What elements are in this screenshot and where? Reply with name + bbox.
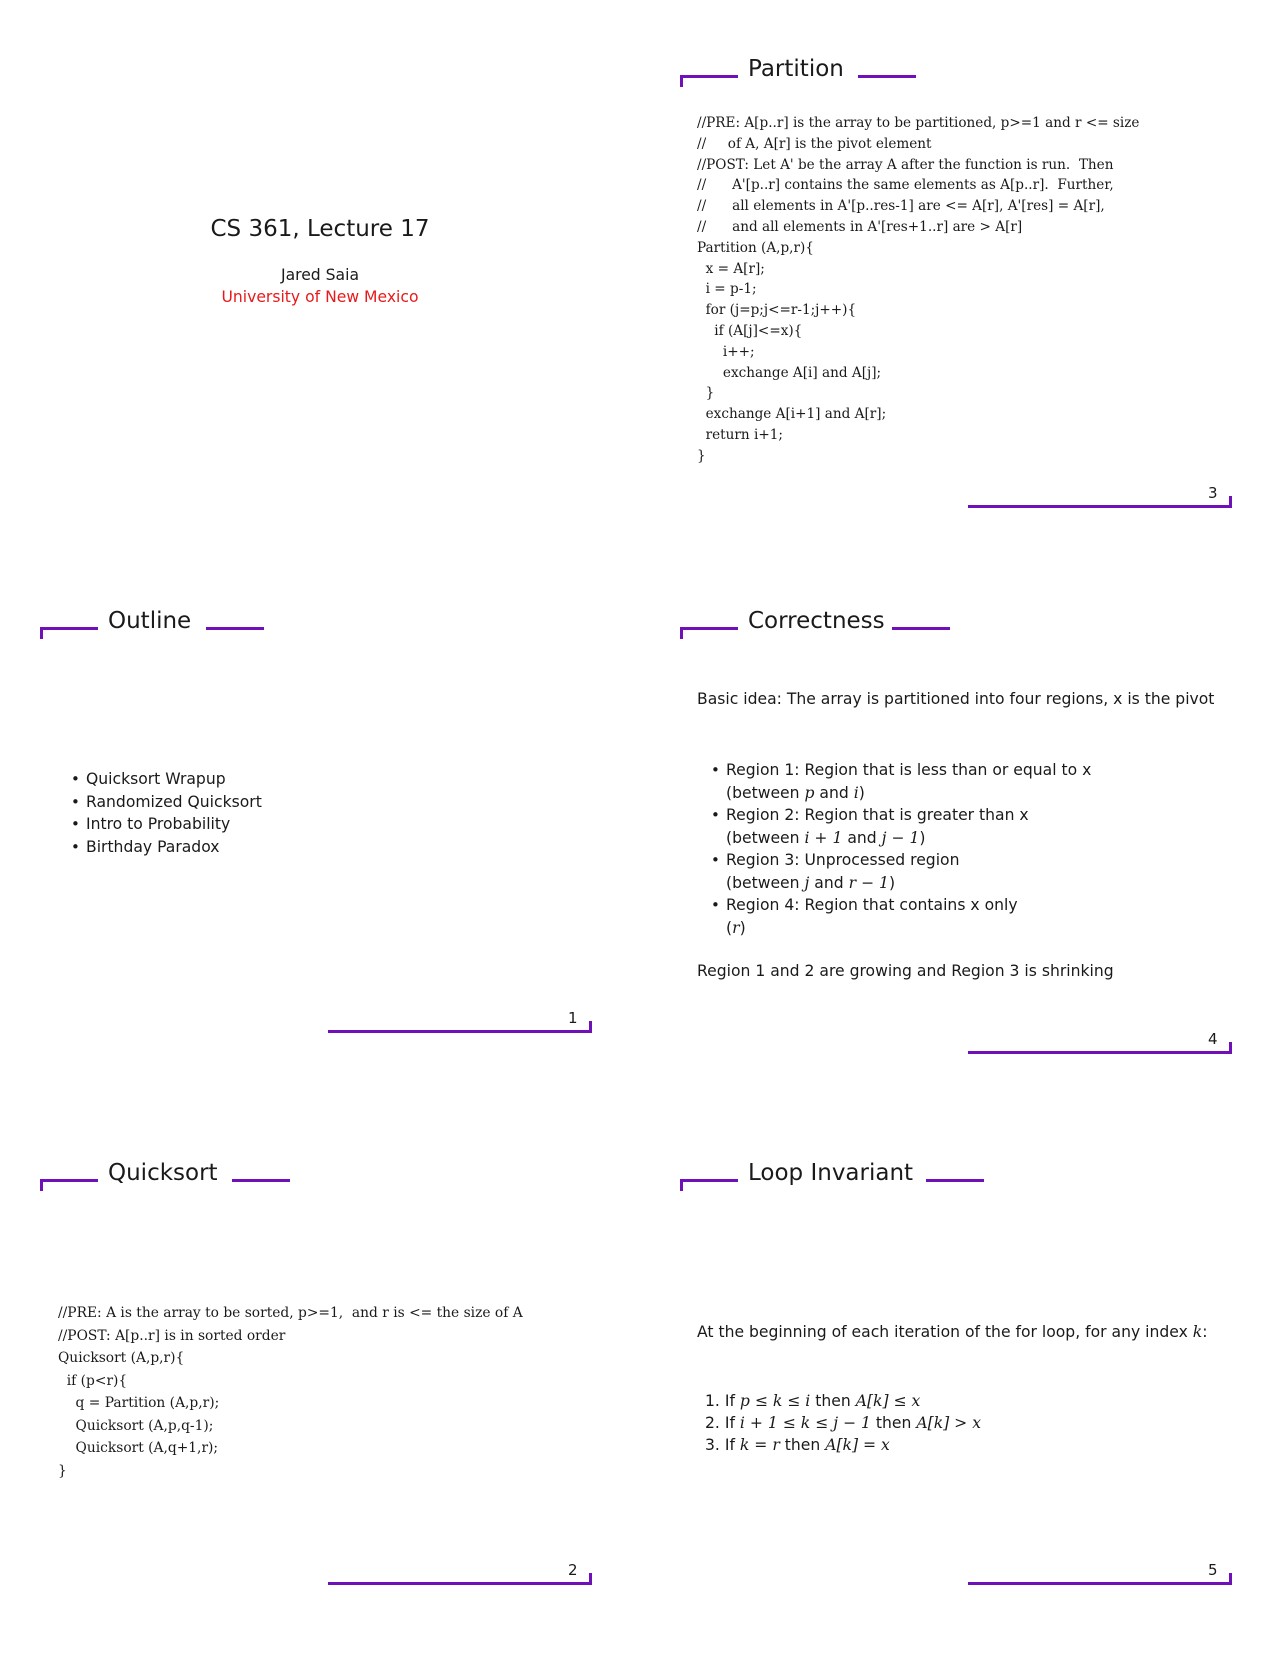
page-number: 1 bbox=[568, 1009, 578, 1027]
footer-rule bbox=[328, 1582, 592, 1585]
list-item: 2. If i + 1 ≤ k ≤ j − 1 then A[k] > x bbox=[705, 1414, 981, 1432]
footer-rule bbox=[968, 1582, 1232, 1585]
header-rule-right bbox=[206, 627, 264, 630]
page-number: 5 bbox=[1208, 1561, 1218, 1579]
list-item: • Region 2: Region that is greater than x (between i + 1 and j − 1) bbox=[708, 804, 1228, 849]
slide-correctness bbox=[680, 606, 1240, 1126]
slide-title: Loop Invariant bbox=[748, 1160, 914, 1186]
header-rule-left bbox=[680, 75, 738, 78]
partition-code: //PRE: A[p..r] is the array to be partitioned, p>=1 and r <= size // of A, A[r] is the pivot element //POST: Let A' be the array A after the function is run. Then // A'[p..r] contains the same elements as A[p..r]. Further, // all elements in A'[p..res-1] are <= A[r], A'[res] = A[r], // and all elements in A'[res+1..r] are > A[r] Partition (A,p,r){ x = A[r]; i = p-1; for (j=p;j<=r-1;j++){ if (A[j]<=x){ i++; exchange A[i] and A[j]; } exchange A[i+1] and A[r]; return i+1; } bbox=[697, 115, 1140, 464]
list-item: 3. If k = r then A[k] = x bbox=[705, 1436, 890, 1454]
header-rule-right bbox=[926, 1179, 984, 1182]
page-number: 4 bbox=[1208, 1030, 1218, 1048]
footer-corner-mark bbox=[1229, 1042, 1232, 1054]
footer-rule bbox=[968, 1051, 1232, 1054]
header-rule-right bbox=[892, 627, 950, 630]
quicksort-code: //PRE: A is the array to be sorted, p>=1, and r is <= the size of A //POST: A[p..r] is in sorted order Quicksort (A,p,r){ if (p<r){ q = Partition (A,p,r); Quicksort (A,p,q-1); Quicksort (A,q+1,r); } bbox=[58, 1305, 523, 1479]
list-item: • Quicksort Wrapup bbox=[68, 768, 262, 791]
list-item: • Region 3: Unprocessed region (between j and r − 1) bbox=[708, 849, 1228, 894]
list-item: • Randomized Quicksort bbox=[68, 791, 262, 814]
slide-partition bbox=[680, 57, 1240, 577]
region-growth-text: Region 1 and 2 are growing and Region 3 is shrinking bbox=[697, 962, 1114, 980]
outline-list bbox=[68, 768, 262, 858]
slide-loop-invariant bbox=[680, 1158, 1240, 1678]
list-item: 1. If p ≤ k ≤ i then A[k] ≤ x bbox=[705, 1392, 921, 1410]
slide-title: Quicksort bbox=[108, 1160, 218, 1186]
footer-corner-mark bbox=[1229, 496, 1232, 508]
basic-idea-text: Basic idea: The array is partitioned into four regions, x is the pivot bbox=[697, 690, 1215, 708]
list-item: • Birthday Paradox bbox=[68, 836, 262, 859]
list-item: • Region 4: Region that contains x only (r) bbox=[708, 894, 1228, 939]
lecture-title: CS 361, Lecture 17 bbox=[210, 216, 430, 242]
slide-title: Partition bbox=[748, 56, 844, 82]
header-rule-right bbox=[858, 75, 916, 78]
invariant-conditions bbox=[705, 1390, 981, 1456]
header-rule-left bbox=[40, 627, 98, 630]
footer-rule bbox=[968, 505, 1232, 508]
footer-rule bbox=[328, 1030, 592, 1033]
header-rule-left bbox=[680, 1179, 738, 1182]
slide-outline bbox=[40, 606, 600, 1126]
slide-quicksort bbox=[40, 1158, 600, 1678]
footer-corner-mark bbox=[589, 1573, 592, 1585]
list-item: • Region 1: Region that is less than or equal to x (between p and i) bbox=[708, 759, 1228, 804]
list-item: • Intro to Probability bbox=[68, 813, 262, 836]
slide-title: Outline bbox=[108, 608, 192, 634]
header-rule-left bbox=[680, 627, 738, 630]
footer-corner-mark bbox=[589, 1021, 592, 1033]
page-number: 3 bbox=[1208, 484, 1218, 502]
affiliation: University of New Mexico bbox=[221, 288, 419, 306]
title-slide bbox=[40, 40, 600, 560]
page-number: 2 bbox=[568, 1561, 578, 1579]
header-rule-right bbox=[232, 1179, 290, 1182]
header-rule-left bbox=[40, 1179, 98, 1182]
invariant-intro: At the beginning of each iteration of the for loop, for any index k: bbox=[697, 1323, 1208, 1341]
author-name: Jared Saia bbox=[280, 266, 359, 284]
regions-list bbox=[708, 759, 1228, 939]
footer-corner-mark bbox=[1229, 1573, 1232, 1585]
slide-title: Correctness bbox=[748, 608, 885, 634]
